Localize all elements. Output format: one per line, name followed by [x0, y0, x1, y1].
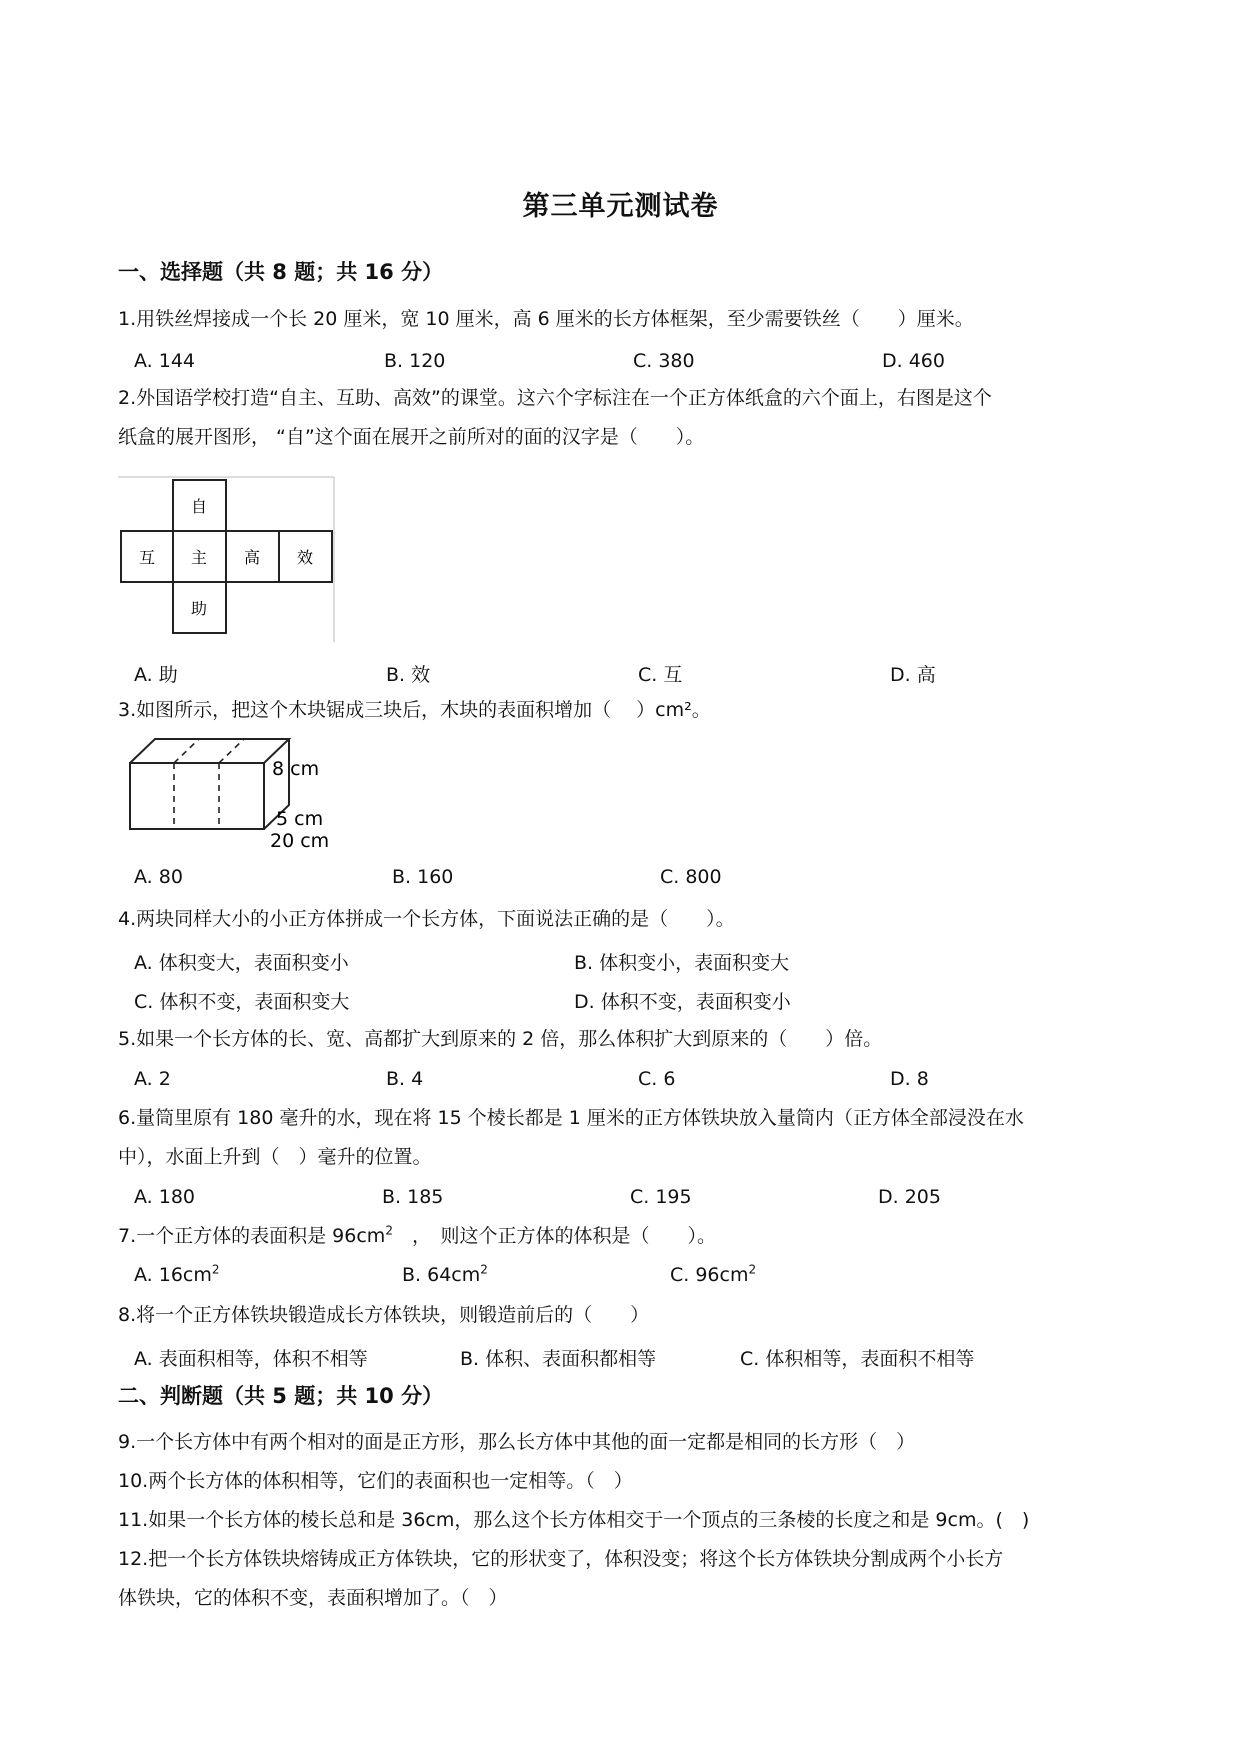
net-char-right-1: 高: [243, 548, 261, 567]
q1-option-a: A. 144: [134, 350, 196, 372]
question-8: 8.将一个正方体铁块锻造成长方体铁块，则锻造前后的（ ）: [118, 1304, 650, 1326]
q2-option-d: D. 高: [890, 664, 936, 686]
q7-option-a: [134, 1264, 220, 1286]
q7-option-b-sup: 2: [480, 1262, 488, 1277]
q4-option-a: A. 体积变大，表面积变小: [134, 952, 349, 974]
q7-superscript: 2: [385, 1223, 393, 1238]
q1-option-c: C. 380: [633, 350, 695, 372]
question-12-line-1: 12.把一个长方体铁块熔铸成正方体铁块，它的形状变了，体积没变；将这个长方体铁块分割成两个小长方: [118, 1548, 1004, 1570]
q1-option-b: B. 120: [384, 350, 446, 372]
q7-text-before: 7.一个正方体的表面积是 96cm: [118, 1225, 386, 1247]
q5-option-b: B. 4: [386, 1068, 424, 1090]
dimension-height: 8 cm: [272, 758, 320, 780]
q7-option-a-text: A. 16cm: [134, 1264, 212, 1286]
wood-block-svg: [118, 735, 333, 855]
question-5: 5.如果一个长方体的长、宽、高都扩大到原来的 2 倍，那么体积扩大到原来的（ ）倍。: [118, 1028, 883, 1050]
block-front-face: [130, 763, 264, 829]
wood-block-figure: [118, 735, 333, 855]
question-6-line-1: 6.量筒里原有 180 毫升的水，现在将 15 个棱长都是 1 厘米的正方体铁块放入量筒内（正方体全部浸没在水: [118, 1107, 1024, 1129]
dimension-length: 20 cm: [270, 830, 330, 852]
net-char-left: 互: [138, 548, 156, 567]
q7-option-b-text: B. 64cm: [402, 1264, 481, 1286]
question-11: 11.如果一个长方体的棱长总和是 36cm，那么这个长方体相交于一个顶点的三条棱的长度之和是 9cm。( ): [118, 1509, 1030, 1531]
net-char-bottom: 助: [190, 599, 208, 618]
cube-net-figure: [118, 476, 336, 642]
q5-option-c: C. 6: [638, 1068, 676, 1090]
net-char-top: 自: [190, 497, 208, 516]
q7-option-b: [402, 1264, 488, 1286]
dimension-width: 5 cm: [276, 808, 324, 830]
question-2-line-2: 纸盒的展开图形， “自”这个面在展开之前所对的面的汉字是（ ）。: [118, 426, 705, 448]
q2-option-a: A. 助: [134, 664, 178, 686]
section-heading-choice: 一、选择题（共 8 题；共 16 分）: [118, 260, 444, 284]
q3-option-c: C. 800: [660, 866, 722, 888]
q7-option-c-sup: 2: [748, 1262, 757, 1277]
q8-option-c: C. 体积相等，表面积不相等: [740, 1348, 975, 1370]
q2-option-c: C. 互: [638, 664, 683, 686]
question-9: 9.一个长方体中有两个相对的面是正方形，那么长方体中其他的面一定都是相同的长方形（ ）: [118, 1431, 916, 1453]
page-title: 第三单元测试卷: [522, 191, 719, 222]
q7-option-c: [670, 1264, 756, 1286]
question-2-line-1: 2.外国语学校打造“自主、互助、高效”的课堂。这六个字标注在一个正方体纸盒的六个面上，右图是这个: [118, 387, 992, 409]
q5-option-d: D. 8: [890, 1068, 929, 1090]
q7-option-c-text: C. 96cm: [670, 1264, 749, 1286]
block-top-face: [130, 739, 289, 763]
q6-option-b: B. 185: [382, 1186, 444, 1208]
question-6-line-2: 中），水面上升到（ ）毫升的位置。: [118, 1146, 432, 1168]
question-12-line-2: 体铁块，它的体积不变，表面积增加了。（ ）: [118, 1587, 508, 1609]
q6-option-c: C. 195: [630, 1186, 692, 1208]
q6-option-a: A. 180: [134, 1186, 196, 1208]
q5-option-a: A. 2: [134, 1068, 171, 1090]
q8-option-a: A. 表面积相等，体积不相等: [134, 1348, 368, 1370]
question-7: [118, 1217, 716, 1255]
section-heading-judgement: 二、判断题（共 5 题；共 10 分）: [118, 1384, 444, 1408]
q7-option-a-sup: 2: [211, 1262, 220, 1277]
q3-option-a: A. 80: [134, 866, 183, 888]
q7-text-after: ， 则这个正方体的体积是（ ）。: [392, 1225, 716, 1247]
q4-option-b: B. 体积变小，表面积变大: [574, 952, 790, 974]
q2-option-b: B. 效: [386, 664, 431, 686]
cube-net-svg: [118, 476, 336, 642]
net-char-center: 主: [190, 548, 208, 567]
question-3: 3.如图所示，把这个木块锯成三块后，木块的表面积增加（ ）cm²。: [118, 699, 711, 721]
q1-option-d: D. 460: [882, 350, 945, 372]
q3-option-b: B. 160: [392, 866, 454, 888]
net-char-right-2: 效: [296, 548, 314, 567]
q6-option-d: D. 205: [878, 1186, 941, 1208]
question-10: 10.两个长方体的体积相等，它们的表面积也一定相等。（ ）: [118, 1470, 633, 1492]
cut-lines: [174, 739, 244, 829]
q8-option-b: B. 体积、表面积都相等: [460, 1348, 657, 1370]
q4-option-d: D. 体积不变，表面积变小: [574, 991, 791, 1013]
q4-option-c: C. 体积不变，表面积变大: [134, 991, 350, 1013]
question-1: 1.用铁丝焊接成一个长 20 厘米，宽 10 厘米，高 6 厘米的长方体框架，至少需要铁丝（ ）厘米。: [118, 308, 974, 330]
question-4: 4.两块同样大小的小正方体拼成一个长方体，下面说法正确的是（ ）。: [118, 908, 735, 930]
